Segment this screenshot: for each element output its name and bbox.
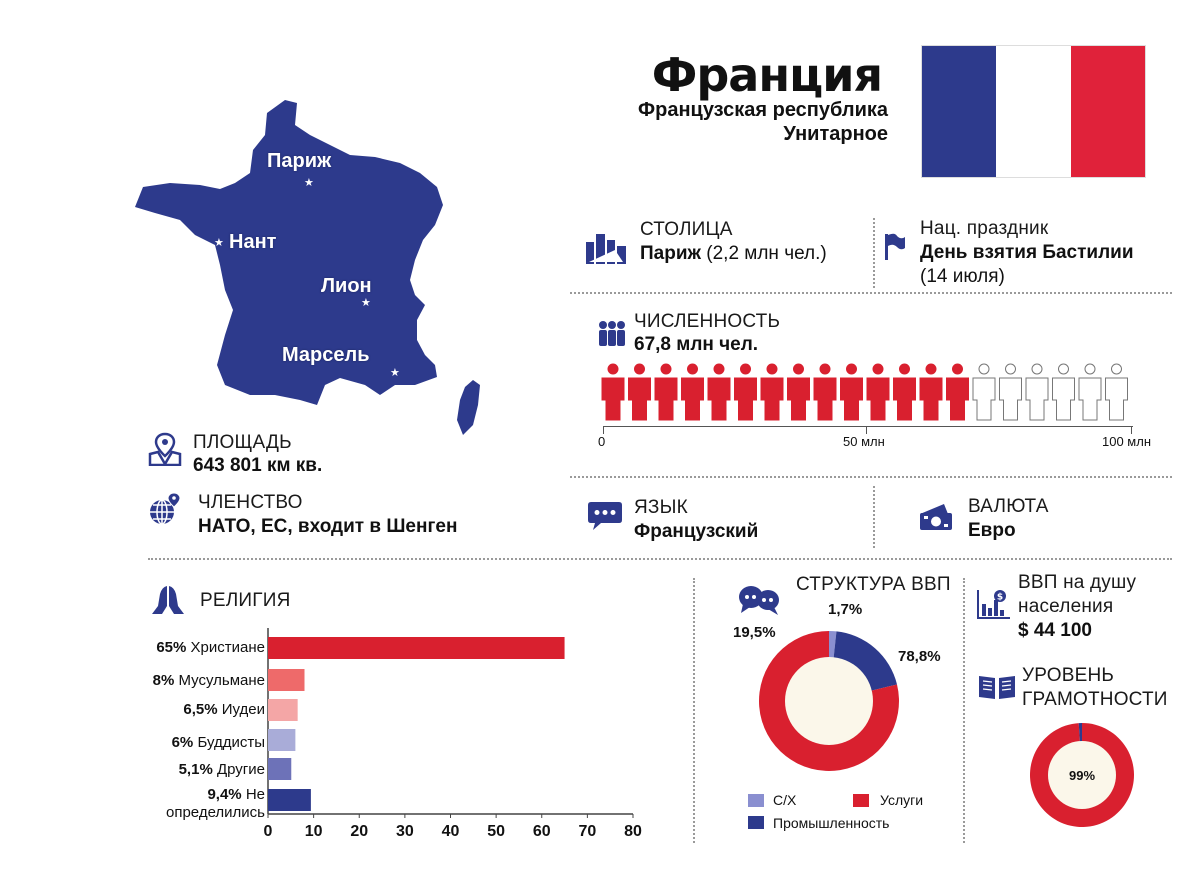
bar	[268, 758, 291, 780]
population-value: 67,8 млн чел.	[634, 334, 759, 355]
city-buildings-icon	[585, 232, 627, 264]
gdp-per-capita-label-2: населения	[1018, 596, 1114, 617]
population-axis	[603, 426, 1133, 427]
literacy-label-1: УРОВЕНЬ	[1022, 665, 1115, 686]
religion-row-label	[172, 734, 265, 752]
person-icon-filled	[655, 364, 677, 420]
legend-label-services: Услуги	[880, 792, 924, 808]
religion-pct: 65%	[156, 639, 187, 656]
person-icon-filled	[867, 364, 889, 420]
divider	[873, 486, 875, 548]
literacy-value: 99%	[1068, 768, 1096, 783]
divider	[570, 292, 1172, 294]
person-icon-filled	[894, 364, 916, 420]
praying-hands-icon	[150, 584, 186, 616]
area-value: 643 801 км кв.	[193, 455, 323, 476]
religion-name: Христиане	[190, 639, 265, 656]
chat-bubbles-icon	[738, 584, 780, 616]
people-group-icon	[598, 320, 626, 348]
religion-pct: 8%	[152, 672, 175, 689]
svg-text:$: $	[996, 592, 1004, 603]
divider	[963, 578, 965, 843]
donut-hole	[785, 657, 873, 745]
flag-stripe-white	[996, 46, 1070, 177]
membership-label: ЧЛЕНСТВО	[198, 492, 303, 513]
bar	[268, 669, 305, 691]
gdp-per-capita-label-1: ВВП на душу	[1018, 572, 1137, 593]
holiday-label: Нац. праздник	[920, 218, 1049, 239]
area-label: ПЛОЩАДЬ	[193, 432, 292, 453]
star-icon: ★	[390, 367, 400, 379]
capital-population: (2,2 млн чел.)	[706, 243, 827, 264]
person-icon-filled	[920, 364, 942, 420]
scale-label-0: 0	[598, 434, 606, 449]
divider	[693, 578, 695, 843]
person-icon-filled	[788, 364, 810, 420]
government-type: Унитарное	[783, 123, 888, 145]
star-icon: ★	[214, 237, 224, 249]
official-name: Французская республика	[638, 99, 888, 121]
religion-name: Не	[245, 786, 265, 803]
language-label: ЯЗЫК	[634, 497, 688, 518]
religion-name: Мусульмане	[178, 672, 265, 689]
page-title: Франция	[651, 48, 882, 102]
person-icon-filled	[735, 364, 757, 420]
currency-label: ВАЛЮТА	[968, 496, 1049, 517]
gdp-label-industry: 19,5%	[733, 624, 776, 641]
flag-icon	[883, 232, 905, 260]
religion-row-label	[153, 672, 265, 690]
religion-row-label	[166, 786, 265, 822]
france-map	[125, 95, 495, 440]
x-tick-label: 70	[578, 823, 597, 840]
corsica-island	[457, 380, 480, 435]
religion-pct: 5,1%	[178, 761, 213, 778]
legend-label-industry: Промышленность	[773, 815, 890, 831]
x-tick-label: 80	[624, 823, 642, 840]
legend-swatch-agri	[748, 794, 764, 807]
religion-name: Иудеи	[221, 701, 265, 718]
bar	[268, 699, 298, 721]
city-marseille: Марсель	[282, 344, 370, 366]
population-pictogram	[600, 362, 1136, 424]
flag-stripe-blue	[922, 46, 996, 177]
france-flag	[921, 45, 1146, 178]
gdp-label-services: 78,8%	[898, 648, 941, 665]
religion-name: Буддисты	[197, 734, 265, 751]
person-icon-empty	[1000, 364, 1022, 420]
x-tick-label: 10	[304, 823, 323, 840]
holiday-date: (14 июля)	[920, 266, 1005, 287]
person-icon-empty	[1053, 364, 1075, 420]
person-icon-empty	[1026, 364, 1048, 420]
religion-row-label	[183, 701, 265, 719]
legend-label-agri: С/Х	[773, 792, 797, 808]
person-icon-filled	[841, 364, 863, 420]
gdp-per-capita-value: $ 44 100	[1018, 620, 1092, 641]
legend-swatch-services	[853, 794, 869, 807]
open-book-icon	[978, 672, 1016, 700]
x-tick-label: 20	[350, 823, 369, 840]
religion-row-label	[179, 761, 265, 779]
religion-name: Другие	[216, 761, 265, 778]
bar	[268, 637, 565, 659]
money-icon	[918, 500, 954, 532]
language-value: Французский	[634, 521, 759, 542]
axis-tick	[1131, 426, 1132, 434]
person-icon-empty	[1106, 364, 1128, 420]
city-lyon: Лион	[321, 275, 372, 297]
person-icon-filled	[682, 364, 704, 420]
person-icon-filled	[814, 364, 836, 420]
globe-pin-icon	[148, 492, 182, 526]
capital-label: СТОЛИЦА	[640, 219, 733, 240]
person-icon-filled	[761, 364, 783, 420]
divider	[873, 218, 875, 288]
religion-pct: 6%	[171, 734, 194, 751]
flag-stripe-red	[1071, 46, 1145, 177]
gdp-label-agri: 1,7%	[828, 601, 863, 618]
person-icon-filled	[947, 364, 969, 420]
dollar-bar-chart-icon	[976, 588, 1012, 620]
religion-pct: 9,4%	[207, 786, 242, 803]
person-icon-filled	[629, 364, 651, 420]
bar	[268, 789, 311, 811]
x-tick-label: 30	[395, 823, 414, 840]
scale-label-50: 50 млн	[843, 434, 885, 449]
religion-bar-chart	[260, 628, 650, 840]
religion-row-label	[156, 639, 265, 657]
currency-value: Евро	[968, 520, 1016, 541]
gdp-donut-chart	[757, 629, 901, 773]
gdp-structure-label: СТРУКТУРА ВВП	[796, 574, 951, 595]
star-icon: ★	[304, 177, 314, 189]
scale-label-100: 100 млн	[1102, 434, 1152, 449]
city-paris: Париж	[267, 150, 332, 172]
religion-pct: 6,5%	[183, 701, 218, 718]
religion-name-line2: определились	[166, 804, 265, 821]
person-icon-empty	[973, 364, 995, 420]
axis-tick	[866, 426, 867, 434]
city-nantes: Нант	[229, 231, 277, 253]
literacy-label-2: ГРАМОТНОСТИ	[1022, 689, 1168, 710]
map-pin-icon	[148, 432, 182, 466]
membership-value: НАТО, ЕС, входит в Шенген	[198, 516, 458, 537]
person-icon-filled	[708, 364, 730, 420]
bar	[268, 729, 295, 751]
population-label: ЧИСЛЕННОСТЬ	[634, 311, 781, 332]
divider	[148, 558, 1172, 560]
x-tick-label: 0	[263, 823, 273, 840]
x-tick-label: 50	[487, 823, 506, 840]
holiday-name: День взятия Бастилии	[920, 242, 1134, 263]
person-icon-empty	[1079, 364, 1101, 420]
capital-name: Париж	[640, 243, 701, 264]
x-tick-label: 40	[441, 823, 460, 840]
religion-label: РЕЛИГИЯ	[200, 590, 291, 611]
x-tick-label: 60	[532, 823, 551, 840]
star-icon: ★	[361, 297, 371, 309]
axis-tick	[603, 426, 604, 434]
capital-value	[640, 243, 827, 265]
legend-swatch-industry	[748, 816, 764, 829]
speech-bubble-icon	[587, 500, 623, 532]
person-icon-filled	[602, 364, 624, 420]
divider	[570, 476, 1172, 478]
